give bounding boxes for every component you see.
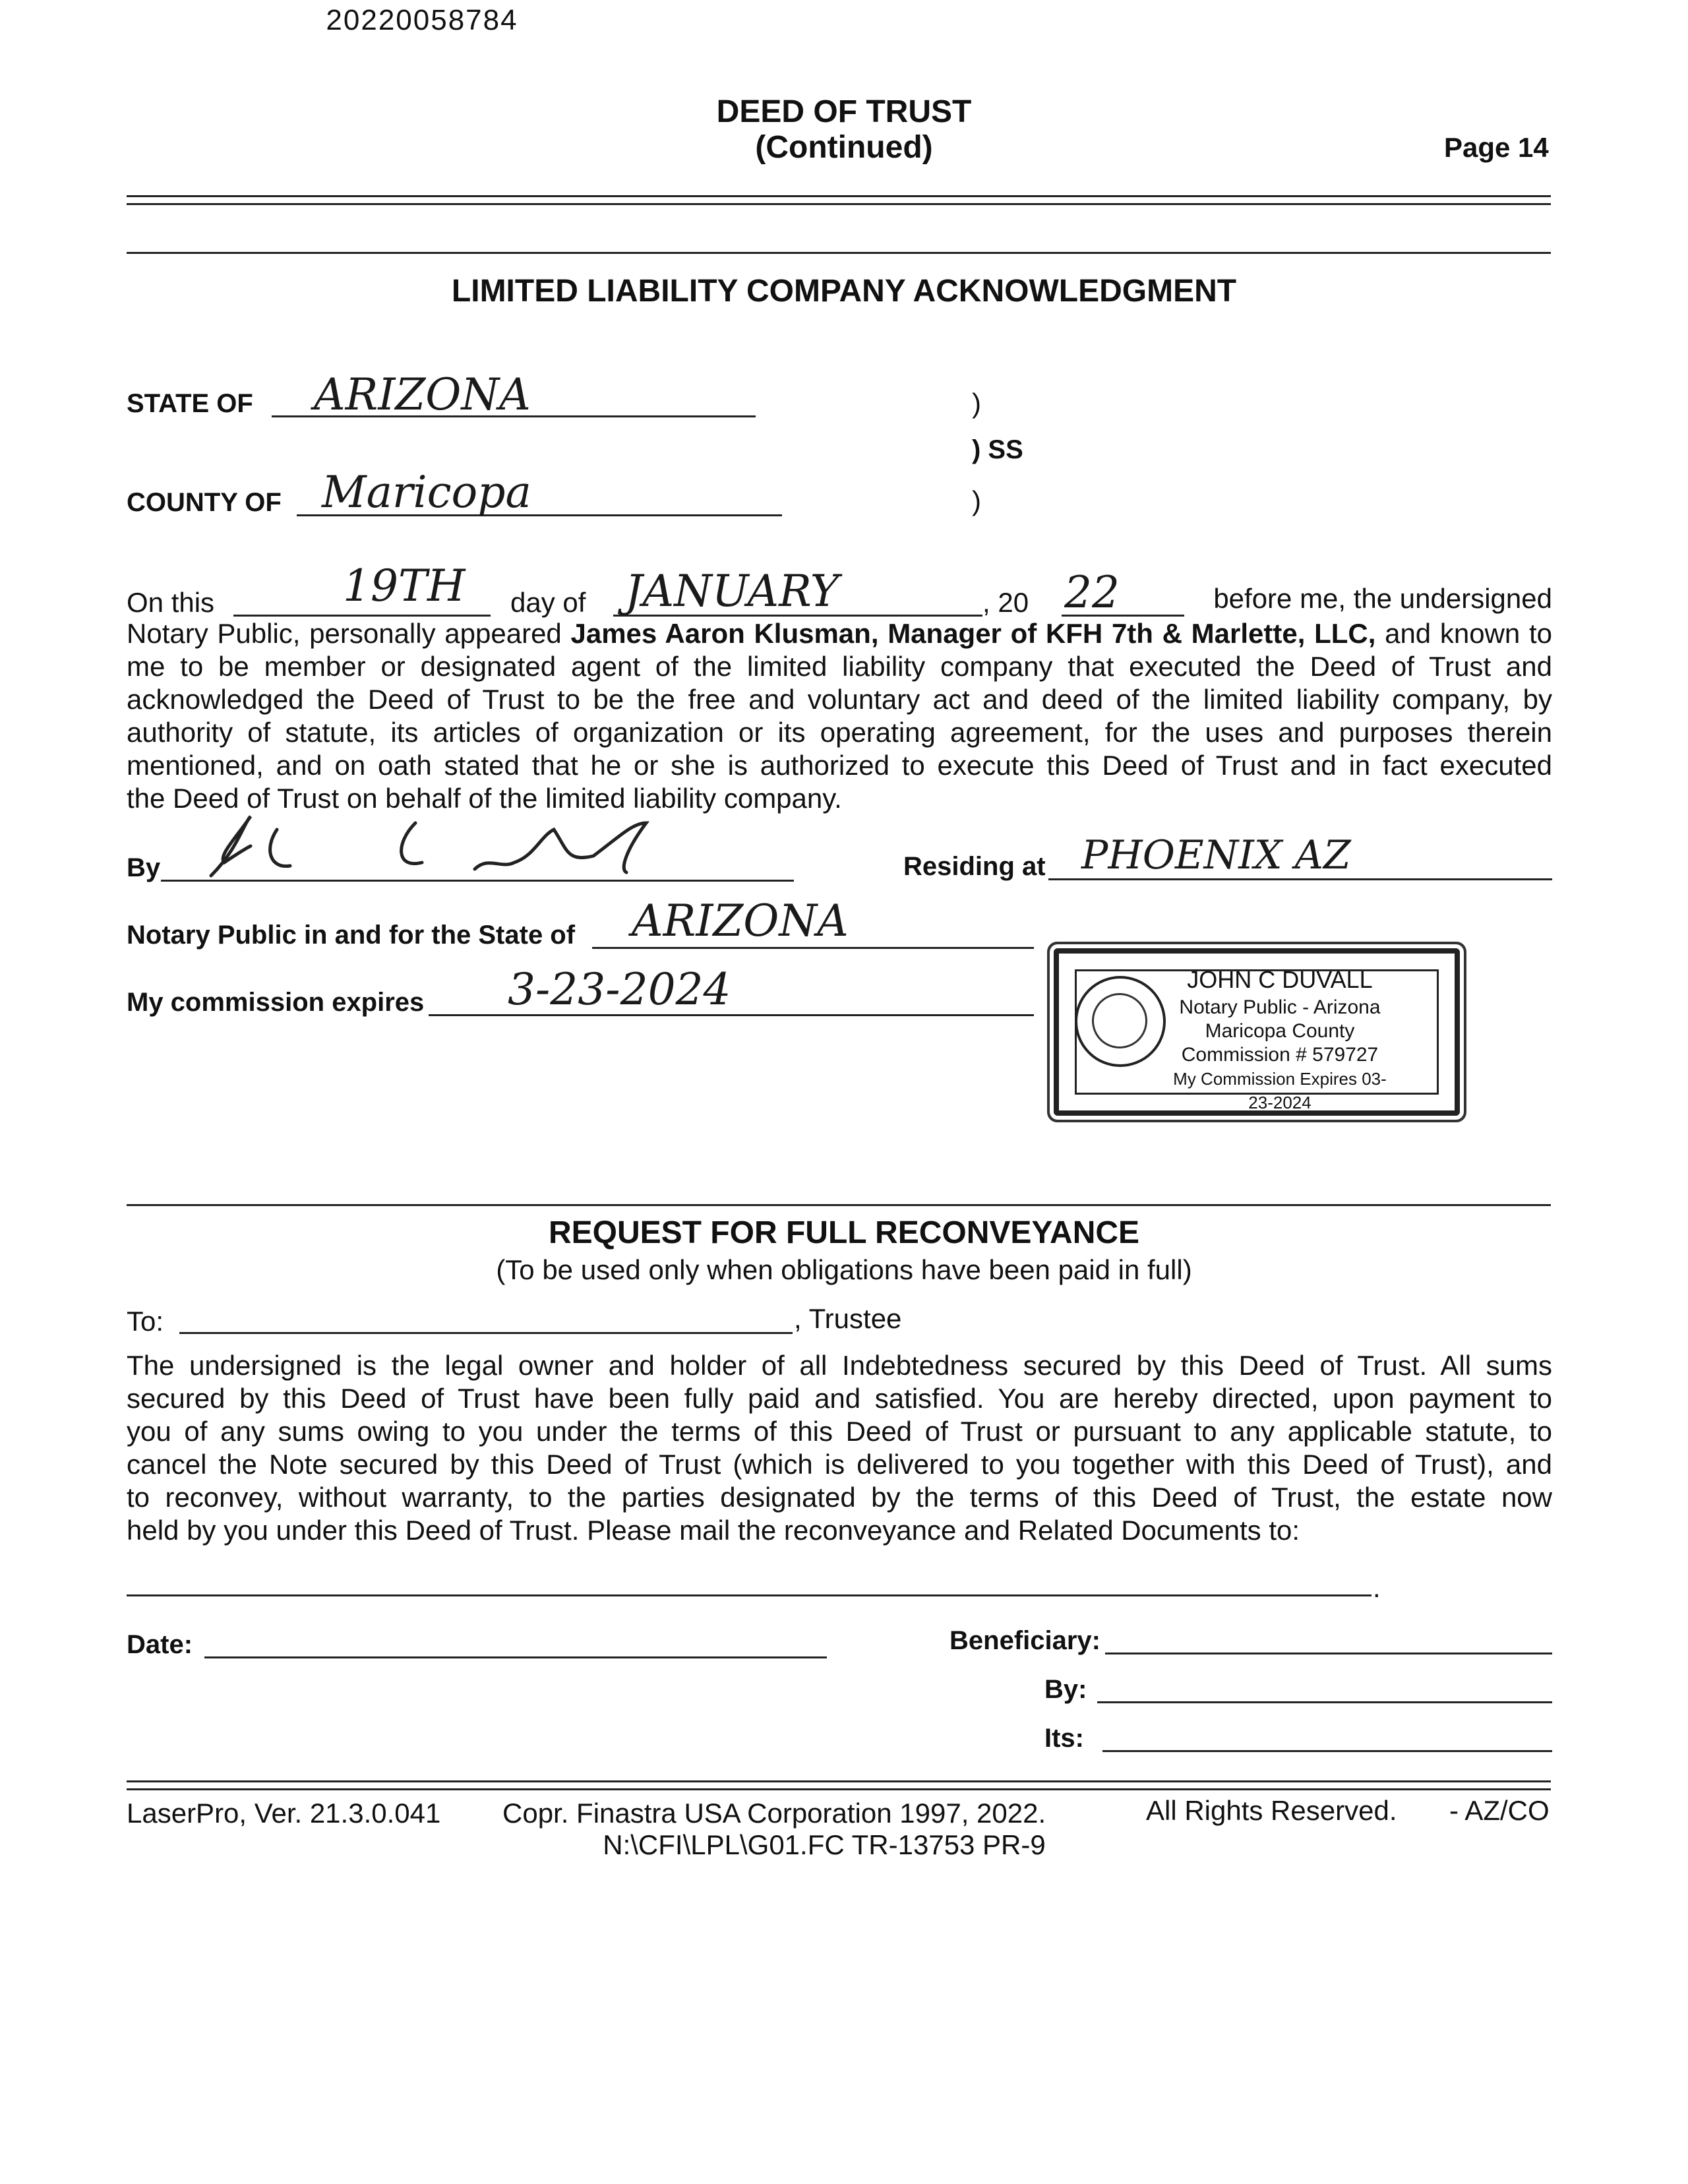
footer-copyright: Copr. Finastra USA Corporation 1997, 2022. [502, 1798, 1046, 1829]
reconveyance-heading: REQUEST FOR FULL RECONVEYANCE [548, 1215, 1140, 1250]
mail-to-line [127, 1594, 1372, 1596]
beneficiary-line [1105, 1653, 1552, 1654]
header-rule-top [127, 195, 1551, 197]
acknowledgment-heading: LIMITED LIABILITY COMPANY ACKNOWLEDGMENT [451, 274, 1237, 309]
footer-file-path: N:\CFI\LPL\G01.FC TR-13753 PR-9 [603, 1829, 1046, 1860]
acknowledgment-body [127, 617, 1552, 815]
month-value: JANUARY [625, 566, 839, 617]
document-number: 20220058784 [326, 4, 518, 36]
acknowledgment-line-2: me to be member or designated agent of the limited liability company that executed the Deed of Trust and [127, 651, 1552, 682]
residing-line [1048, 878, 1552, 880]
year-value: 22 [1064, 567, 1120, 618]
reconveyance-line-3: you of any sums owing to you under the terms of this Deed of Trust or pursuant to any applicable statute, to [127, 1416, 1552, 1447]
reconveyance-rule [127, 1204, 1551, 1206]
reconveyance-line-6: held by you under this Deed of Trust. Please mail the reconveyance and Related Documents to: [127, 1515, 1300, 1546]
document-subtitle: (Continued) [755, 130, 933, 165]
notary-commission-expiry: My Commission Expires 03-23-2024 [1173, 1069, 1387, 1112]
beneficiary-label: Beneficiary: [950, 1626, 1100, 1655]
footer-software: LaserPro, Ver. 21.3.0.041 [127, 1798, 441, 1829]
commission-value: 3-23-2024 [508, 964, 731, 1015]
notary-state-value: ARIZONA [632, 895, 849, 946]
before-me-text: before me, the undersigned [1213, 583, 1552, 614]
acknowledgment-line-3: acknowledged the Deed of Trust to be the free and voluntary act and deed of the limited liability company, by [127, 684, 1552, 715]
notary-stamp [1054, 948, 1460, 1116]
notary-state-line [592, 947, 1034, 949]
acknowledgment-line-6: the Deed of Trust on behalf of the limited liability company. [127, 783, 842, 814]
day-value: 19TH [343, 561, 466, 611]
trustee-label: , Trustee [794, 1303, 902, 1334]
day-of-label: day of [510, 587, 586, 618]
notary-commission-number: Commission # 579727 [1181, 1044, 1379, 1066]
document-title: DEED OF TRUST [716, 94, 972, 129]
reconveyance-line-2: secured by this Deed of Trust have been fully paid and satisfied. You are hereby directed, upon payment to [127, 1383, 1552, 1414]
reconveyance-line-1: The undersigned is the legal owner and holder of all Indebtedness secured by this Deed of Trust. All sums [127, 1350, 1552, 1381]
reconveyance-subheading: (To be used only when obligations have been paid in full) [496, 1254, 1192, 1285]
notary-title: Notary Public - Arizona [1179, 996, 1381, 1018]
county-label: COUNTY OF [127, 488, 282, 517]
paren-2: ) [972, 485, 981, 516]
ss-label: ) SS [972, 435, 1023, 464]
on-this-label: On this [127, 587, 215, 618]
notary-county: Maricopa County [1205, 1020, 1355, 1042]
reconveyance-line-4: cancel the Note secured by this Deed of Trust (which is delivered to you together with this Deed of Trust), and [127, 1449, 1552, 1480]
footer-rule-top [127, 1780, 1551, 1782]
footer-rule-bottom [127, 1788, 1551, 1790]
commission-label: My commission expires [127, 988, 425, 1017]
state-seal-icon [1075, 976, 1166, 1067]
by-line-reconveyance [1097, 1701, 1552, 1703]
notary-signature [198, 810, 791, 882]
acknowledgment-line-1: Notary Public, personally appeared James Aaron Klusman, Manager of KFH 7th & Marlette, LLC, and known to [127, 618, 1552, 649]
residing-label: Residing at [903, 852, 1046, 881]
date-line [204, 1656, 827, 1658]
notary-name: JOHN C DUVALL [1187, 966, 1373, 993]
year-prefix: , 20 [982, 587, 1029, 618]
its-line [1102, 1750, 1552, 1752]
paren-1: ) [972, 388, 981, 419]
county-value: Maricopa [322, 467, 531, 518]
footer-rights: All Rights Reserved. [1146, 1795, 1397, 1826]
day-line [233, 615, 491, 617]
reconveyance-body [127, 1349, 1552, 1547]
footer-region: - AZ/CO [1449, 1795, 1550, 1826]
mail-to-period: . [1373, 1572, 1381, 1603]
by-label-reconveyance: By: [1044, 1675, 1087, 1704]
state-label: STATE OF [127, 389, 253, 418]
acknowledgment-line-4: authority of statute, its articles of organization or its operating agreement, for the uses and purposes therein [127, 717, 1552, 748]
page-number: Page 14 [1444, 132, 1549, 163]
date-label: Date: [127, 1630, 193, 1659]
to-line [179, 1332, 793, 1334]
notary-state-label: Notary Public in and for the State of [127, 921, 576, 950]
residing-value: PHOENIX AZ [1081, 832, 1351, 878]
to-label: To: [127, 1306, 164, 1337]
reconveyance-line-5: to reconvey, without warranty, to the parties designated by the terms of this Deed of Trust, the estate now [127, 1482, 1552, 1513]
section-rule [127, 252, 1551, 254]
acknowledgment-line-5: mentioned, and on oath stated that he or she is authorized to execute this Deed of Trust and in fact executed [127, 750, 1552, 781]
state-value: ARIZONA [314, 369, 531, 420]
its-label: Its: [1044, 1724, 1084, 1753]
header-rule-bottom [127, 203, 1551, 205]
by-label: By [127, 853, 161, 882]
